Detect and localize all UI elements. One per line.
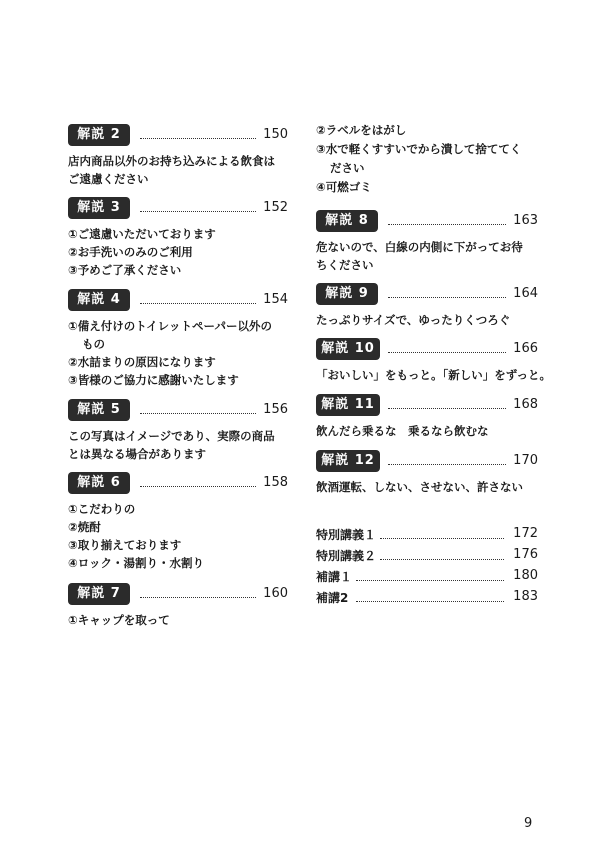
entry-badge: 解説 11: [316, 394, 380, 416]
entry-text-line: 飲酒運転、しない、させない、許さない: [316, 480, 523, 494]
entry-page-number: 168: [513, 397, 538, 412]
entry-text-line: ②水詰まりの原因になります: [68, 355, 216, 369]
dot-leader: [140, 413, 256, 414]
toc-entry-supplementary-1[interactable]: [316, 568, 538, 588]
dot-leader: [140, 486, 256, 487]
dot-leader: [140, 303, 256, 304]
dot-leader: [140, 138, 256, 139]
tail-label: 特別講義１: [316, 528, 377, 542]
tail-label: 補講2: [316, 591, 349, 605]
entry-page-number: 152: [263, 200, 288, 215]
entry-text-line: とは異なる場合があります: [68, 447, 206, 461]
entry-badge: 解説 3: [68, 197, 130, 219]
dot-leader: [388, 464, 506, 465]
entry-7-continuation: [316, 121, 538, 197]
entry-text-line: ③水で軽くすすいでから潰して捨ててく: [316, 142, 522, 156]
tail-page-number: 176: [513, 547, 538, 562]
entry-page-number: 154: [263, 292, 288, 307]
entry-text-line: ②焼酎: [68, 520, 101, 534]
entry-badge: 解説 10: [316, 338, 380, 360]
dot-leader: [356, 580, 504, 581]
entry-badge: 解説 12: [316, 450, 380, 472]
entry-page-number: 163: [513, 213, 538, 228]
entry-text-line: 危ないので、白線の内側に下がってお待: [316, 240, 523, 254]
toc-entry-special-lecture-1[interactable]: [316, 526, 538, 546]
toc-entry-8[interactable]: [316, 210, 538, 274]
entry-page-number: 164: [513, 286, 538, 301]
entry-text-line: ①こだわりの: [68, 502, 136, 516]
toc-entry-6[interactable]: [68, 472, 288, 572]
tail-label: 特別講義２: [316, 549, 377, 563]
toc-entry-3[interactable]: [68, 197, 288, 279]
entry-text-line: ②お手洗いのみのご利用: [68, 245, 193, 259]
toc-entry-special-lecture-2[interactable]: [316, 547, 538, 567]
entry-page-number: 160: [263, 586, 288, 601]
dot-leader: [388, 352, 506, 353]
entry-text-line: 「おいしい」をもっと。「新しい」をずっと。: [316, 368, 552, 382]
entry-badge: 解説 9: [316, 283, 378, 305]
tail-page-number: 183: [513, 589, 538, 604]
entry-page-number: 150: [263, 127, 288, 142]
entry-text-line: ださい: [330, 161, 365, 175]
tail-page-number: 180: [513, 568, 538, 583]
toc-entry-11[interactable]: [316, 394, 538, 440]
toc-entry-9[interactable]: [316, 283, 538, 329]
entry-badge: 解説 7: [68, 583, 130, 605]
toc-entry-12[interactable]: [316, 450, 538, 496]
entry-text-line: ③取り揃えております: [68, 538, 182, 552]
entry-text-line: この写真はイメージであり、実際の商品: [68, 429, 275, 443]
dot-leader: [140, 211, 256, 212]
entry-text-line: ①ご遠慮いただいております: [68, 227, 216, 241]
page-number: 9: [524, 816, 533, 831]
toc-entry-5[interactable]: [68, 399, 288, 463]
dot-leader: [356, 601, 504, 602]
toc-entry-10[interactable]: [316, 338, 552, 384]
entry-text-line: ④可燃ゴミ: [316, 180, 372, 194]
entry-text-line: ご遠慮ください: [68, 172, 149, 186]
toc-entry-supplementary-2[interactable]: [316, 589, 538, 609]
entry-text-line: 飲んだら乗るな 乗るなら飲むな: [316, 424, 489, 438]
entry-badge: 解説 4: [68, 289, 130, 311]
entry-text-line: ちください: [316, 258, 374, 272]
toc-entry-4[interactable]: [68, 289, 288, 389]
entry-page-number: 166: [513, 341, 538, 356]
dot-leader: [380, 559, 504, 560]
entry-text-line: ①備え付けのトイレットペーパー以外の: [68, 319, 272, 333]
dot-leader: [380, 538, 504, 539]
entry-page-number: 156: [263, 402, 288, 417]
entry-text-line: たっぷりサイズで、ゆったりくつろぐ: [316, 313, 511, 327]
entry-text-line: 店内商品以外のお持ち込みによる飲食は: [68, 154, 275, 168]
entry-text-line: ①キャップを取って: [68, 613, 170, 627]
tail-label: 補講１: [316, 570, 353, 584]
dot-leader: [388, 408, 506, 409]
entry-text-line: もの: [82, 337, 105, 351]
entry-page-number: 170: [513, 453, 538, 468]
entry-text-line: ③皆様のご協力に感謝いたします: [68, 373, 239, 387]
entry-badge: 解説 8: [316, 210, 378, 232]
entry-text-line: ④ロック・湯割り・水割り: [68, 556, 205, 570]
dot-leader: [140, 597, 256, 598]
entry-text-line: ③予めご了承ください: [68, 263, 182, 277]
entry-badge: 解説 2: [68, 124, 130, 146]
dot-leader: [388, 224, 506, 225]
entry-badge: 解説 5: [68, 399, 130, 421]
tail-page-number: 172: [513, 526, 538, 541]
toc-entry-2[interactable]: [68, 124, 288, 188]
entry-page-number: 158: [263, 475, 288, 490]
entry-text-line: ②ラベルをはがし: [316, 123, 407, 137]
toc-entry-7[interactable]: [68, 583, 288, 629]
entry-badge: 解説 6: [68, 472, 130, 494]
dot-leader: [388, 297, 506, 298]
